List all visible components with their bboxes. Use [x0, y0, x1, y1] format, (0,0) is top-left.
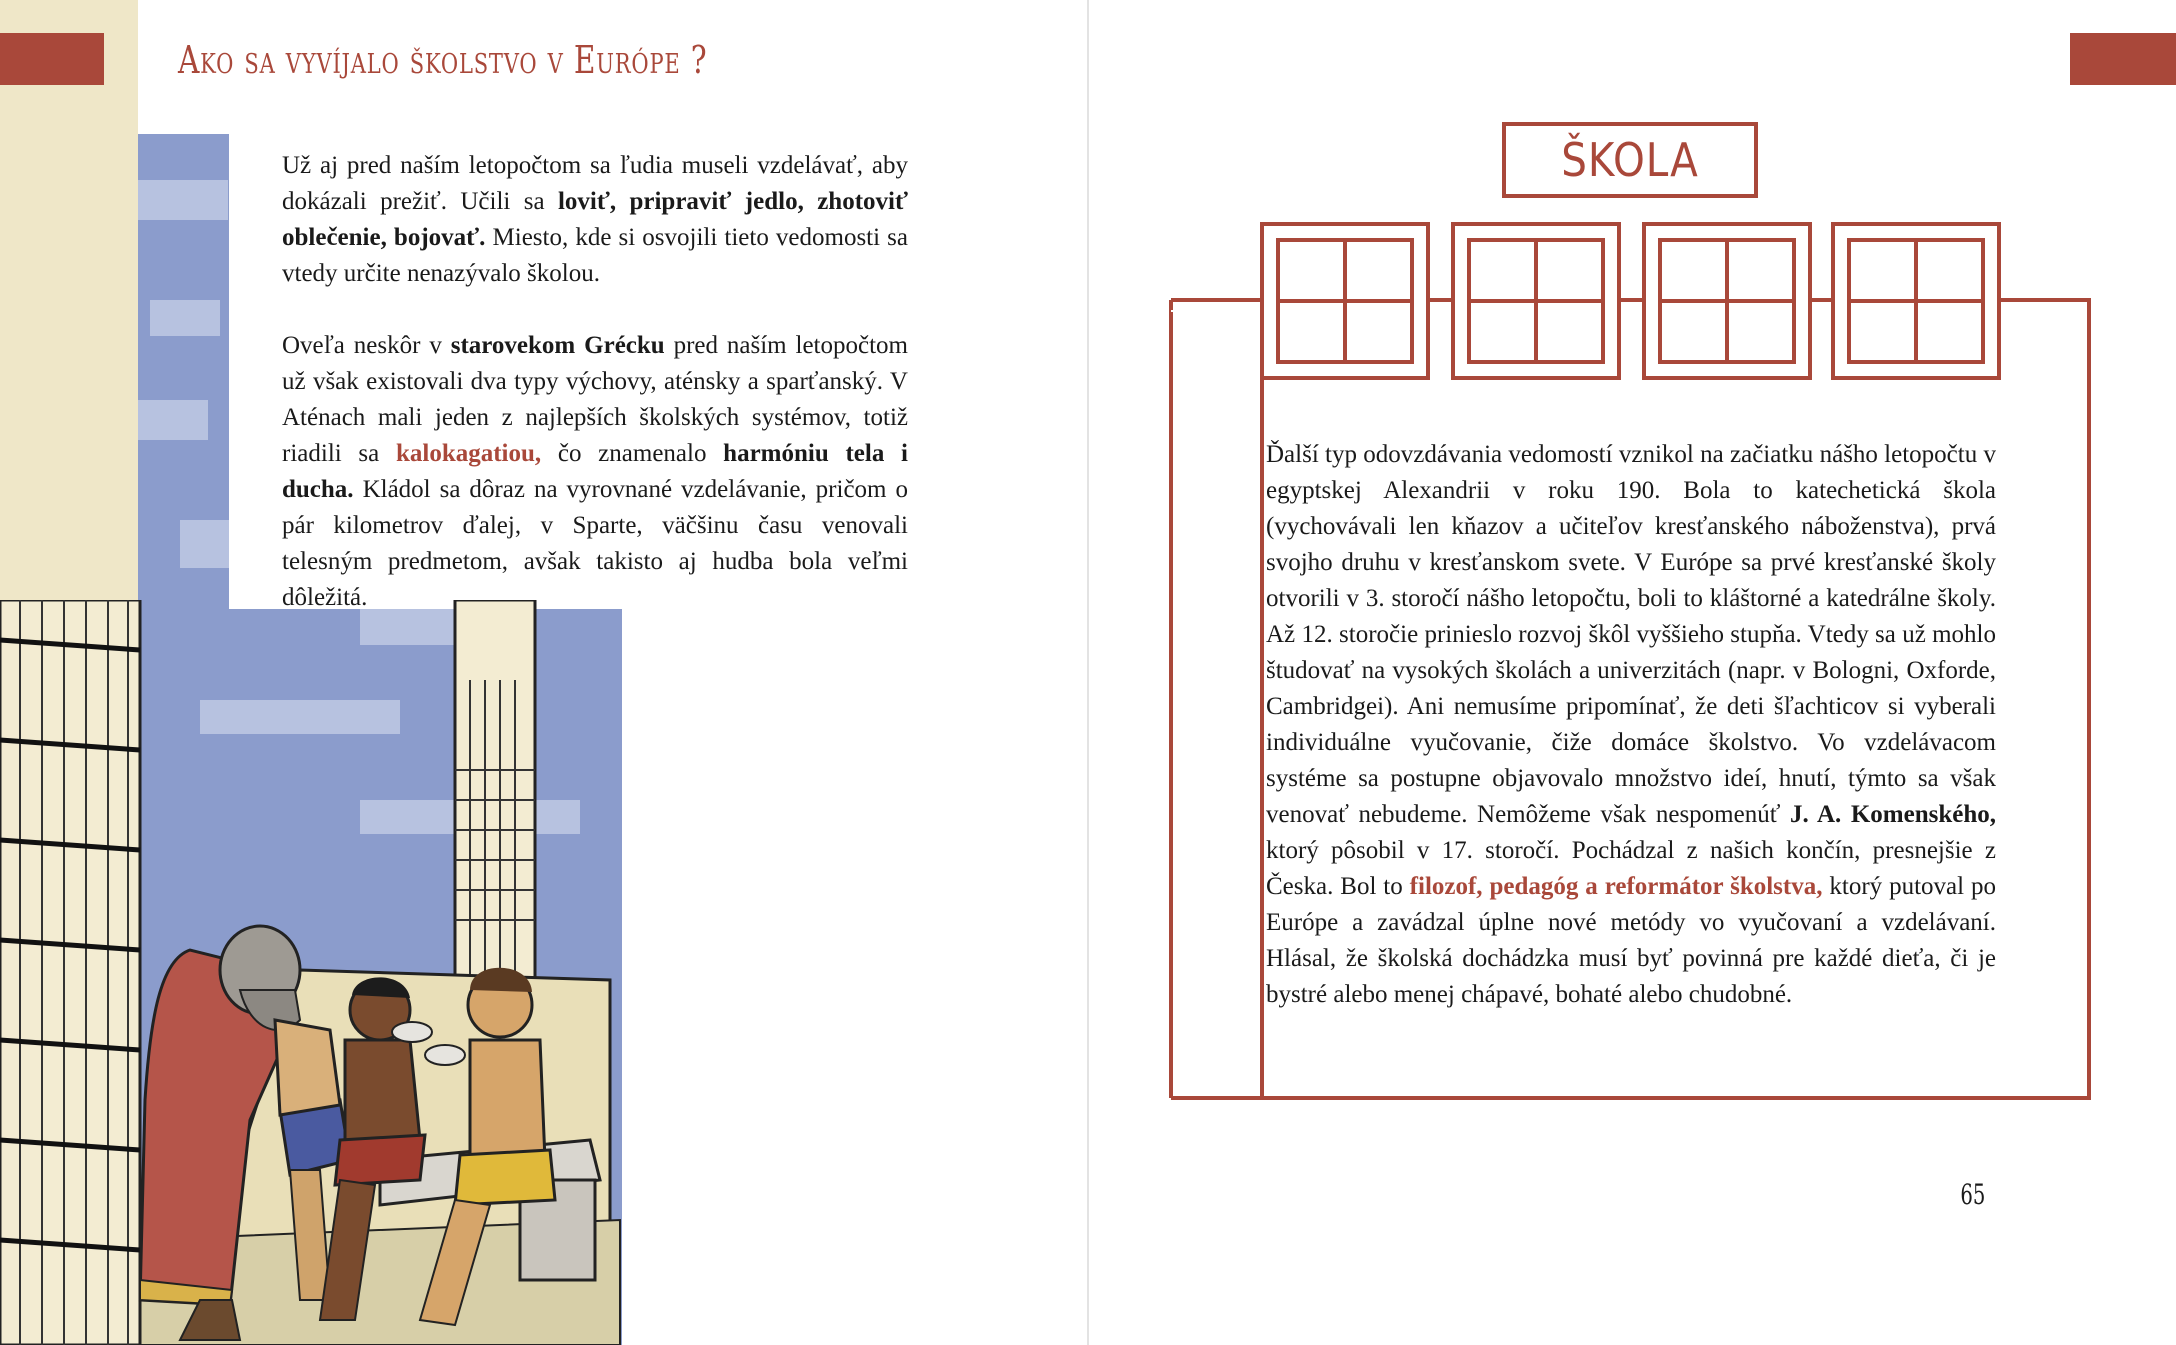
- text-run: ktorý pôsobil v 17. storočí. Pochádzal z našich končín, presnejšie z Česka. Bol to: [1266, 837, 1996, 900]
- text-run: ktorý putoval po Európe a zavádzal úplne nové metódy vo vyučovaní a vzdelávaní. Hlásal, že školská dochádzka musí byť povinná pre každé dieťa, či je bystré alebo menej chápavé, bohaté alebo chudobné.: [1266, 873, 1996, 1008]
- bold-run: loviť, pripraviť jedlo, zhotoviť oblečenie, bojovať.: [282, 188, 908, 251]
- cloud: [138, 400, 208, 440]
- left-pillar: [0, 600, 140, 1345]
- left-page: [0, 0, 1087, 1345]
- cloud: [138, 180, 228, 220]
- paragraph-school-history: [1266, 437, 1996, 1013]
- text-run: Oveľa neskôr v: [282, 332, 451, 359]
- right-pillar: [455, 600, 535, 980]
- bold-run: J. A. Komenského,: [1790, 801, 1996, 828]
- window-2: [1453, 224, 1619, 378]
- greek-school-illustration: [0, 600, 622, 1345]
- left-page-tab: [0, 33, 104, 85]
- window-3: [1644, 224, 1810, 378]
- window-4: [1833, 224, 1999, 378]
- text-run: čo znamenalo: [541, 440, 724, 467]
- text-run: Miesto, kde si osvojili tieto vedomosti sa vtedy určite nenazývalo školou.: [282, 224, 908, 287]
- text-run: Kládol sa dôraz na vyrovnané vzdelávanie, pričom o pár kilometrov ďalej, v Sparte, väčšinu času venovali telesným predmetom, avšak takisto aj hudba bola veľmi dôležitá.: [282, 476, 908, 611]
- text-run: pred naším letopočtom už však existovali dva typy výchovy, aténsky a sparťanský. V Aténach mali jeden z najlepších školských systémov, totiž riadili sa: [282, 332, 908, 467]
- bold-run: harmóniu tela i ducha.: [282, 440, 908, 503]
- paragraph-greece: [282, 328, 908, 616]
- cloud: [150, 300, 220, 336]
- cloud: [180, 520, 229, 568]
- window-1: [1262, 224, 1428, 378]
- school-sign: [1502, 122, 1758, 198]
- paragraph-prehistory: [282, 148, 908, 292]
- text-run: Ďalší typ odovzdávania vedomostí vznikol na začiatku nášho letopočtu v egyptskej Alexandrii v roku 190. Bola to katechetická škola (vychovávali len kňazov a učiteľov kresťanského náboženstva), prvá svojho druhu v kresťanskom svete. V Európe sa prvé kresťanské školy otvorili v 3. storočí nášho letopočtu, boli to kláštorné a katedrálne školy. Až 12. storočie prinieslo rozvoj škôl vyššieho stupňa. Vtedy sa už mohlo študovať na vysokých školách a univerzitách (napr. v Bologni, Oxforde, Cambridgei). Ani nemusíme pripomínať, že deti šľachticov si vyberali individuálne vyučovanie, čiže domáce školstvo. Vo vzdelávacom systéme sa postupne objavovalo množstvo ideí, hnutí, týmto sa však venovať nebudeme. Nemôžeme však nespomenúť: [1266, 441, 1996, 828]
- page-title: Ako sa vyvíjalo školstvo v Európe ?: [178, 38, 708, 82]
- highlight-run: filozof, pedagóg a reformátor školstva,: [1409, 873, 1823, 900]
- text-run: Už aj pred naším letopočtom sa ľudia museli vzdelávať, aby dokázali prežiť. Učili sa: [282, 152, 908, 215]
- bold-run: starovekom Grécku: [450, 332, 665, 359]
- page-number: 65: [1960, 1178, 1986, 1211]
- school-sign-label: ŠKOLA: [1561, 133, 1699, 187]
- highlight-run: kalokagatiou,: [395, 440, 542, 467]
